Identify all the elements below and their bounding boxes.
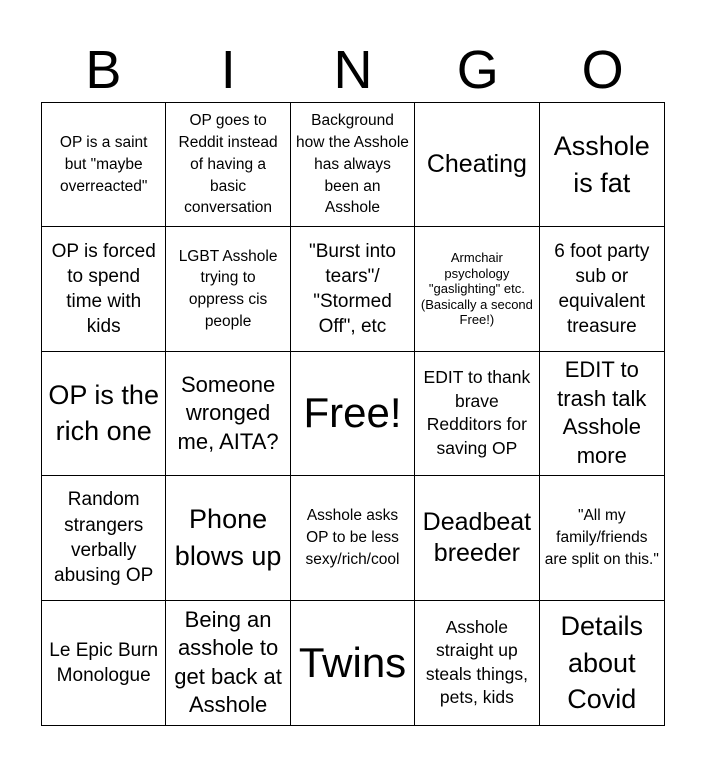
bingo-cell[interactable] [415, 227, 539, 351]
cell-text: "All my family/friends are split on this." [544, 507, 659, 568]
bingo-cell[interactable] [166, 476, 290, 600]
cell-text: 6 foot party sub or equivalent treasure [554, 240, 650, 338]
cell-text: Details about Covid [560, 611, 644, 715]
bingo-cell[interactable] [415, 352, 539, 476]
cell-text: OP is the rich one [48, 380, 159, 447]
cell-text: Asshole asks OP to be less sexy/rich/cool [305, 507, 400, 568]
bingo-cell[interactable] [42, 476, 166, 600]
cell-text: OP is a saint but "maybe overreacted" [59, 134, 148, 195]
cell-text: LGBT Asshole trying to oppress cis people [178, 247, 278, 330]
bingo-cell[interactable] [166, 352, 290, 476]
cell-text: Le Epic Burn Monologue [49, 639, 159, 686]
bingo-cell[interactable] [415, 601, 539, 725]
header-letter-i: I [220, 40, 236, 100]
bingo-cell[interactable] [540, 227, 664, 351]
header-letter-n: N [333, 40, 373, 100]
bingo-cell[interactable] [166, 227, 290, 351]
bingo-board [41, 102, 665, 726]
bingo-cell[interactable] [291, 227, 415, 351]
bingo-cell[interactable] [415, 103, 539, 227]
bingo-cell[interactable] [291, 476, 415, 600]
cell-text: OP is forced to spend time with kids [51, 240, 156, 338]
cell-text: "Burst into tears"/ "Stormed Off", etc [308, 240, 396, 338]
cell-text: OP goes to Reddit instead of having a basic conversation [178, 112, 278, 217]
cell-text: Armchair psychology "gaslighting" etc. (Basically a second Free!) [420, 250, 533, 328]
cell-text: Being an asshole to get back at Asshole [174, 606, 282, 718]
cell-text: Asshole is fat [553, 131, 650, 198]
bingo-cell-free[interactable] [291, 352, 415, 476]
cell-text: Cheating [426, 150, 527, 179]
bingo-cell[interactable] [42, 601, 166, 725]
bingo-cell[interactable] [540, 103, 664, 227]
bingo-cell[interactable] [540, 352, 664, 476]
cell-text: Deadbeat breeder [422, 507, 532, 567]
header-letter-g: G [456, 40, 499, 100]
bingo-cell[interactable] [166, 601, 290, 725]
cell-text: Someone wronged me, AITA? [177, 371, 279, 454]
cell-text: Twins [298, 638, 407, 686]
bingo-cell[interactable] [42, 103, 166, 227]
cell-text: Phone blows up [174, 504, 282, 571]
cell-text: Background how the Asshole has always been an Asshole [296, 112, 409, 217]
cell-text: Asshole straight up steals things, pets, kids [425, 616, 528, 708]
bingo-cell[interactable] [415, 476, 539, 600]
header-letter-o: O [581, 40, 624, 100]
header-letter-b: B [85, 40, 122, 100]
cell-text: Random strangers verbally abusing OP [54, 489, 154, 587]
bingo-cell[interactable] [166, 103, 290, 227]
bingo-cell[interactable] [42, 352, 166, 476]
bingo-header [41, 38, 665, 102]
bingo-cell[interactable] [291, 601, 415, 725]
bingo-cell[interactable] [291, 103, 415, 227]
cell-text: Free! [303, 389, 402, 437]
cell-text: EDIT to thank brave Redditors for saving OP [423, 367, 531, 459]
bingo-cell[interactable] [540, 476, 664, 600]
bingo-cell[interactable] [42, 227, 166, 351]
bingo-cell[interactable] [540, 601, 664, 725]
cell-text: EDIT to trash talk Asshole more [557, 357, 647, 469]
